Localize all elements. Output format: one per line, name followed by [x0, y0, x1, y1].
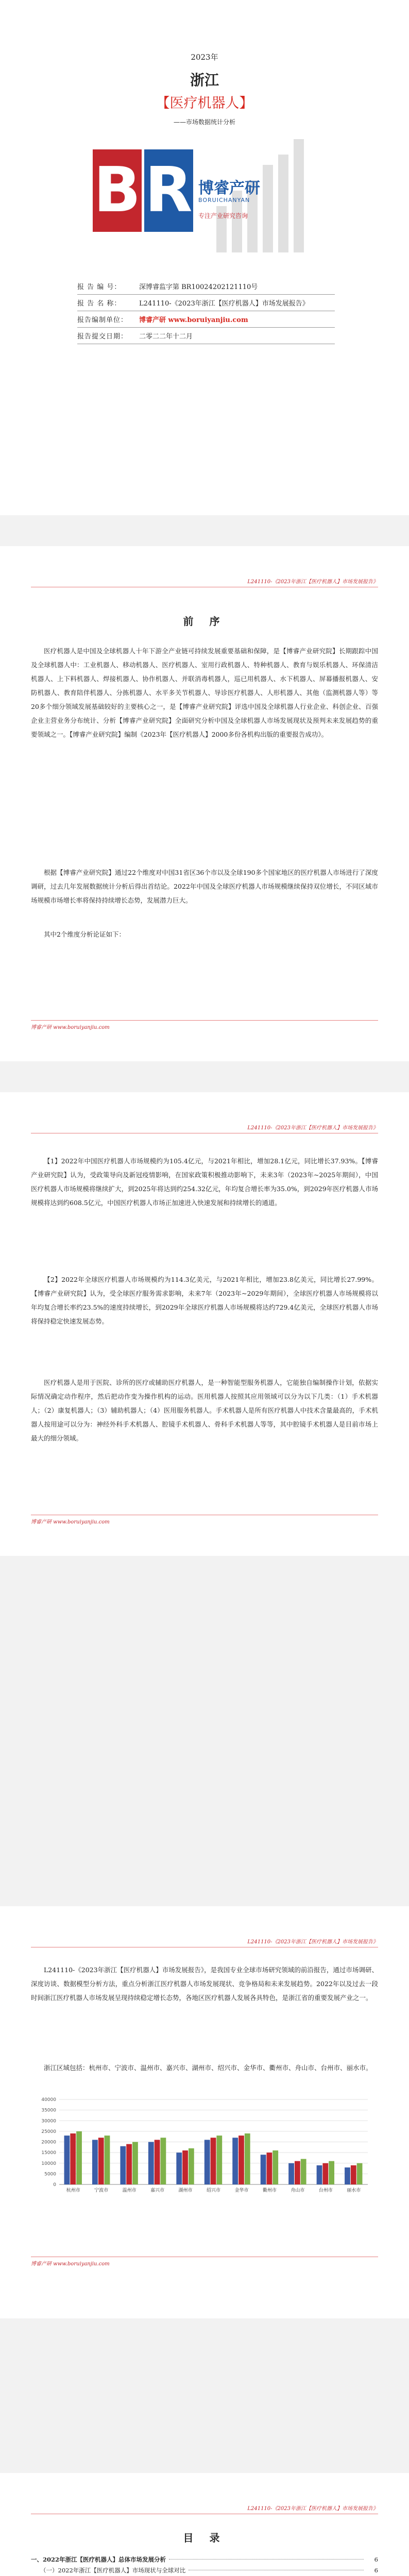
bar	[232, 2138, 238, 2184]
bar	[204, 2140, 210, 2184]
x-tick-label: 丽水市	[347, 2188, 361, 2193]
bar	[272, 2150, 278, 2184]
bar	[148, 2142, 154, 2185]
toc-entry-page: 6	[374, 2567, 378, 2574]
y-tick-label: 15000	[41, 2150, 56, 2156]
bar	[155, 2140, 160, 2184]
bar	[176, 2153, 182, 2184]
bar	[245, 2133, 250, 2184]
page-footer: 博睿产研 www.boruiyanjiu.com	[31, 1515, 378, 1525]
logo-letter-r: R	[144, 149, 193, 232]
bar	[120, 2146, 126, 2184]
x-tick-label: 衢州市	[262, 2188, 277, 2193]
brand-logo	[93, 134, 319, 258]
x-tick-label: 舟山市	[291, 2188, 305, 2193]
x-tick-label: 宁波市	[94, 2188, 109, 2193]
findings-page	[0, 1092, 409, 1556]
cover-page	[0, 0, 409, 515]
cover-meta-table	[77, 278, 335, 344]
page-header: L241110-《2023年浙江【医疗机器人】市场发展报告》	[31, 2504, 378, 2514]
bar	[189, 2148, 194, 2184]
bar	[357, 2163, 363, 2184]
preface-paragraph: 根据【博睿产业研究院】通过22个维度对中国31省区36个市以及全球190多个国家地区的医疗机器人市场进行了深度调研，过去几年发展数据统计分析后得出首结论。2022年中国及全球医疗机器人市场规模继续保持双位增长，不同区域市场规模市场增长率将保持持续增长态势，发展潜力巨大。	[31, 869, 378, 904]
bar	[329, 2161, 334, 2184]
meta-label: 报告提交日期：	[77, 333, 128, 341]
toc-leader-dots	[169, 2559, 364, 2560]
preface-paragraph: 其中2个维度分析论证如下：	[44, 930, 125, 938]
bar	[98, 2138, 104, 2184]
x-tick-label: 温州市	[122, 2188, 137, 2193]
bar	[238, 2136, 244, 2184]
meta-row-report-name	[77, 295, 335, 311]
preface-paragraph: 医疗机器人是中国及全球机器人十年下游全产业链可持续发展重要基础和保障，是【博睿产业研究院】长期跟踪中国及全球机器人中：工业机器人、移动机器人、医疗机器人、室用行政机器人、特种机器人、教育与娱乐机器人、环保清洁机器人、上下料机器人、焊接机器人、协作机器人、并联消毒机器人，巡已用机器人、水下机器人、屏幕播报机器人、安防机器人、教育陪伴机器人、分拣机器人、水平多关节机器人、导诊医疗机器人、人形机器人、其他（监测机器人等）等20多个细分领域发展基础较好的主要核心之一，是【博睿产业研究院】评选中国及全球机器人行业企业、科创企业、百强企业主营业务分布统计、分析【博睿产业研究院】全面研究分析中国及全球机器人市场发展现状及预判未来发展趋势的重要领域之一。【博睿产业研究院】编制《2023年【医疗机器人】2000多份各机构出版的重要报告成功》。	[31, 647, 378, 738]
preface-title: 前 序	[183, 615, 226, 628]
toc-title: 目 录	[183, 2532, 226, 2544]
meta-value: 二零二二年十二月	[139, 333, 193, 341]
meta-row-publisher	[77, 311, 335, 328]
x-tick-label: 金华市	[234, 2188, 249, 2193]
page-gap	[0, 2318, 409, 2473]
preface-page	[0, 546, 409, 1061]
page-header: L241110-《2023年浙江【医疗机器人】市场发展报告》	[31, 1937, 378, 1947]
meta-row-report-number	[77, 278, 335, 295]
y-tick-label: 40000	[41, 2097, 56, 2103]
table-of-contents	[31, 2555, 378, 2576]
page-header: L241110-《2023年浙江【医疗机器人】市场发展报告》	[31, 577, 378, 587]
x-tick-label: 杭州市	[66, 2188, 80, 2193]
bar	[126, 2144, 132, 2184]
y-tick-label: 0	[53, 2182, 56, 2188]
page-footer: 博睿产研 www.boruiyanjiu.com	[31, 1020, 378, 1030]
definition-paragraph: L241110-《2023年浙江【医疗机器人】市场发展报告》，是我国专业全球市场研究领域的前沿报告，通过市场调研、深度访谈、数据模型分析方法，重点分析浙江医疗机器人市场发展现状、竞争格局和未来发展趋势。2022年以及过去一段时间浙江医疗机器人市场发展呈现持续稳定增长态势，各地区医疗机器人发展各具特色，是浙江省的重要发展产业之一。	[31, 1966, 378, 2002]
bar	[317, 2165, 322, 2184]
findings-paragraph: 医疗机器人是用于医院、诊所的医疗或辅助医疗机器人，是一种智能型服务机器人，它能独自编制操作计划，依据实际情况确定动作程序，然后把动作变为操作机构的运动。医用机器人按照其应用领域可以分为以下几类：（1）手术机器人；（2）康复机器人；（3）辅助机器人；（4）医用服务机器人。手术机器人是所有医疗机器人中技术含量最高的，手术机器人按用途可以分为：神经外科手术机器人、腔镜手术机器人、骨科手术机器人等等，其中腔镜手术机器人是目前市场上最大的细分领域。	[31, 1379, 378, 1442]
meta-row-date	[77, 328, 335, 344]
y-tick-label: 25000	[41, 2129, 56, 2134]
bar	[322, 2163, 328, 2184]
bar	[267, 2153, 272, 2184]
page-footer: 博睿产研 www.boruiyanjiu.com	[31, 2257, 378, 2267]
bar	[345, 2167, 350, 2184]
bar	[105, 2136, 110, 2184]
y-tick-label: 30000	[41, 2119, 56, 2124]
bar	[64, 2136, 70, 2184]
toc-entry[interactable]	[31, 2566, 378, 2576]
meta-label: 报 告 编 号：	[77, 283, 122, 291]
bar	[160, 2138, 166, 2184]
logo-letter-b: B	[93, 149, 142, 232]
cover-region: 浙江	[190, 72, 219, 89]
x-tick-label: 台州市	[318, 2188, 333, 2193]
bar	[216, 2136, 222, 2184]
bar	[211, 2138, 216, 2184]
bar	[295, 2161, 300, 2184]
meta-value: L241110-《2023年浙江【医疗机器人】市场发展报告》	[139, 300, 309, 308]
y-tick-label: 5000	[44, 2172, 56, 2177]
bar	[301, 2159, 306, 2185]
toc-entry-title: （一）2022年浙江【医疗机器人】市场现状与全球对比	[40, 2567, 186, 2574]
definition-paragraph: 浙江区域包括：杭州市、宁波市、温州市、嘉兴市、湖州市、绍兴市、金华市、衢州市、舟山市、台州市、丽水市。	[44, 2064, 372, 2072]
x-tick-label: 嘉兴市	[150, 2188, 165, 2193]
cover-topic: 【医疗机器人】	[156, 95, 253, 111]
bar	[92, 2140, 98, 2184]
logo-name-en: BORUICHANYAN	[198, 197, 250, 204]
x-tick-label: 绍兴市	[206, 2188, 221, 2193]
cover-year: 2023年	[191, 53, 218, 62]
y-tick-label: 20000	[41, 2140, 56, 2145]
x-tick-label: 湖州市	[178, 2188, 193, 2193]
page-header: L241110-《2023年浙江【医疗机器人】市场发展报告》	[31, 1123, 378, 1133]
page-gap	[0, 515, 409, 546]
logo-slogan: 专注产业研究咨询	[198, 212, 248, 219]
bar	[132, 2142, 138, 2185]
findings-paragraph: 【2】2022年全球医疗机器人市场规模约为114.3亿美元，与2021年相比，增加23.8亿美元，同比增长27.99%。【博睿产业研究院】认为，受全球医疗服务需求影响，未来7年（2023年~2029年期间），全球医疗机器人市场规模将以年均复合增长率约23.5%的速度持续增长，到2029年全球医疗机器人市场规模将达约729.4亿美元，全球医疗机器人市场将保持稳定快速发展态势。	[31, 1276, 378, 1325]
meta-value: 深博睿监字第 BR10024202121110号	[139, 283, 258, 291]
bar	[182, 2150, 188, 2184]
toc-entry-page: 6	[374, 2556, 378, 2563]
meta-label: 报 告 名 称：	[77, 300, 122, 308]
y-tick-label: 35000	[41, 2108, 56, 2113]
page-gap	[0, 1061, 409, 1092]
bar	[261, 2155, 266, 2184]
toc-entry-title: 一、2022年浙江【医疗机器人】总体市场发展分析	[31, 2556, 166, 2563]
bar	[351, 2165, 356, 2184]
bar	[70, 2133, 76, 2184]
bar	[76, 2131, 82, 2184]
bar	[288, 2163, 294, 2184]
cover-subtitle: ——市场数据统计分析	[173, 118, 235, 126]
findings-paragraph: 【1】2022年中国医疗机器人市场规模约为105.4亿元，与2021年相比，增加28.1亿元，同比增长37.93%。【博睿产业研究院】认为，受政策导向及新冠疫情影响，在国家政策积极推动影响下，未来3年（2023年~2025年期间），中国医疗机器人市场规模将继续扩大，到2025年将达到约254.32亿元，年均复合增长率为35.0%，到2029年医疗机器人市场规模将达到约608.5亿元，中国医疗机器人市场正加速进入快速发展和持续增长的通道。	[31, 1157, 378, 1207]
meta-value-publisher-link[interactable]: 博睿产研 www.boruiyanjiu.com	[139, 316, 248, 324]
logo-name-cn: 博睿产研	[198, 179, 260, 197]
page-gap	[0, 1556, 409, 1906]
y-tick-label: 10000	[41, 2161, 56, 2166]
meta-label: 报告编制单位：	[77, 316, 128, 324]
toc-entry[interactable]	[31, 2555, 378, 2566]
city-market-chart	[31, 2092, 378, 2215]
